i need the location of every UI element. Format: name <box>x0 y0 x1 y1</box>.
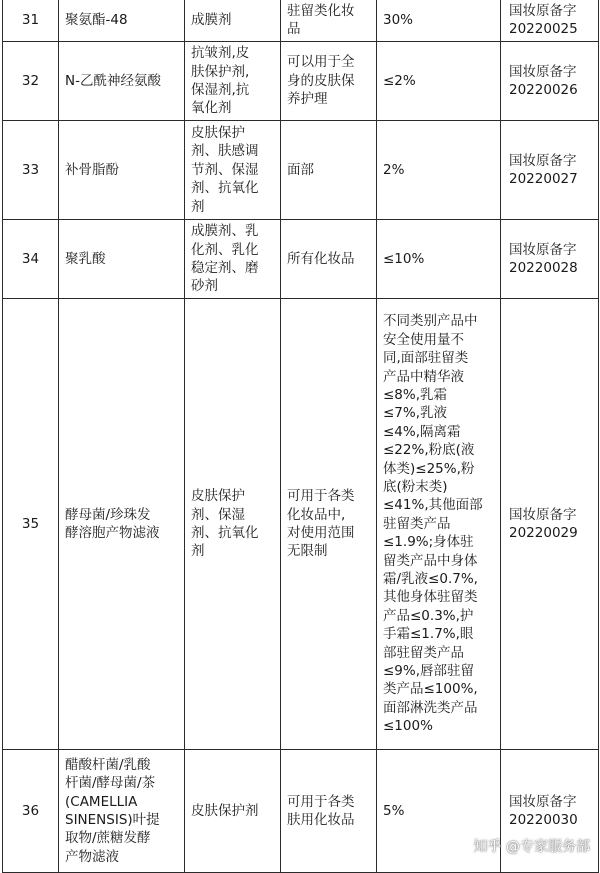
cell-text-line: 不同类别产品中 <box>383 313 478 330</box>
cell-text-line: 化妆品中, <box>287 506 346 523</box>
cell-text-line: 国妆原备字 <box>509 152 577 169</box>
cell-ingredient-name <box>59 121 185 220</box>
cell-ingredient-name <box>59 42 185 121</box>
table-row <box>3 121 599 220</box>
cell-text-line: 安全使用量不 <box>383 331 464 348</box>
cell-text-line: 部驻留类产品 <box>383 644 464 661</box>
cell-text-line: 补骨脂酚 <box>65 161 119 178</box>
cell-text-line: 剂 <box>191 198 205 215</box>
cell-text-line: 20220027 <box>509 171 578 187</box>
cell-text-line: 成膜剂、乳 <box>191 223 259 240</box>
cell-text-line: 身的皮肤保 <box>287 72 355 89</box>
cell-text-line: 氧化剂 <box>191 100 232 117</box>
cell-text-line: 所有化妆品 <box>287 250 355 267</box>
cell-text-line: 面部 <box>287 161 314 178</box>
cell-text-line: 底(粉末类) <box>383 478 448 495</box>
cell-text-line: 酵母菌/珍珠发 <box>65 506 151 523</box>
cell-text-line: 皮肤保护剂 <box>191 802 259 819</box>
cell-text-line: ≤22%,粉底(液 <box>383 442 475 459</box>
cell-text-line: 抗皱剂,皮 <box>191 45 250 62</box>
cell-text-line: 杆菌/酵母菌/茶 <box>65 775 156 792</box>
cell-number: 31 <box>3 0 59 42</box>
cell-usage-scope <box>281 42 377 121</box>
cell-usage-scope <box>281 220 377 299</box>
cell-ingredient-name <box>59 750 185 873</box>
cell-text-line: 同,面部驻留类 <box>383 350 469 367</box>
cell-registration-number <box>501 299 599 750</box>
cell-function <box>185 121 281 220</box>
cell-text-line: 国妆原备字 <box>509 793 577 810</box>
cell-text-line: 皮肤保护 <box>191 124 245 141</box>
watermark-text: 知乎 @专家服务部 <box>473 839 590 855</box>
cell-text-line: 剂、肤感调 <box>191 143 259 160</box>
cell-text-line: 手霜≤1.7%,眼 <box>383 626 474 643</box>
cell-text-line: 聚氨酯-48 <box>65 11 128 28</box>
cell-usage-scope <box>281 299 377 750</box>
cell-registration-number <box>501 121 599 220</box>
cell-text-line: ≤7%,乳液 <box>383 405 448 422</box>
cell-text-line: 类产品≤100%, <box>383 681 478 698</box>
cell-text-line: 可用于各类 <box>287 793 355 810</box>
cell-usage-limit <box>377 220 501 299</box>
cell-usage-limit <box>377 42 501 121</box>
ingredient-table <box>2 0 599 873</box>
watermark <box>474 836 590 856</box>
cell-text-line: 剂、保湿 <box>191 506 245 523</box>
cell-text-line: 产品中精华液 <box>383 368 464 385</box>
cell-usage-scope <box>281 0 377 42</box>
cell-text-line: 对使用范围 <box>287 525 355 541</box>
cell-function <box>185 750 281 873</box>
cell-text-line: 30% <box>383 11 414 28</box>
cell-text-line: ≤4%,隔离霜 <box>383 423 461 440</box>
cell-text-line: 无限制 <box>287 543 328 560</box>
cell-text-line: 驻留类产品 <box>383 515 451 532</box>
cell-text-line: 面部淋洗类产品 <box>383 699 478 716</box>
cell-text-line: 20220030 <box>509 812 578 828</box>
cell-text-line: 品 <box>287 21 301 37</box>
cell-text-line: 20220025 <box>509 21 578 37</box>
cell-text-line: 20220028 <box>509 260 578 276</box>
cell-text-line: 体类)≤25%,粉 <box>383 460 475 477</box>
cell-text-line: 产品≤0.3%,护 <box>383 607 474 624</box>
cell-text-line: 可以用于全 <box>287 54 355 71</box>
cell-text-line: 剂、抗氧化 <box>191 180 259 197</box>
cell-number: 35 <box>3 299 59 750</box>
cell-ingredient-name <box>59 0 185 42</box>
cell-text-line: 剂 <box>191 543 205 560</box>
cell-text-line: 产物滤液 <box>65 848 119 865</box>
cell-text-line: 国妆原备字 <box>509 2 577 19</box>
cell-function <box>185 299 281 750</box>
cell-function <box>185 220 281 299</box>
cell-text-line: ≤2% <box>383 72 416 89</box>
cell-text-line: 保湿剂,抗 <box>191 82 250 98</box>
cell-text-line: 稳定剂、磨 <box>191 260 259 276</box>
cell-text-line: 国妆原备字 <box>509 63 577 80</box>
cell-text-line: 皮肤保护 <box>191 488 245 505</box>
cell-number: 36 <box>3 750 59 873</box>
cell-text-line: N-乙酰神经氨酸 <box>65 72 161 89</box>
table-row <box>3 299 599 750</box>
cell-text-line: 可用于各类 <box>287 488 355 505</box>
cell-function <box>185 42 281 121</box>
cell-text-line: ≤1.9%;身体驻 <box>383 534 474 551</box>
cell-text-line: 肤用化妆品 <box>287 812 355 828</box>
cell-usage-limit <box>377 299 501 750</box>
cell-text-line: 留类产品中身体 <box>383 552 478 569</box>
cell-text-line: 国妆原备字 <box>509 506 577 523</box>
cell-text-line: 醋酸杆菌/乳酸 <box>65 756 151 773</box>
cell-text-line: 节剂、保湿 <box>191 161 259 178</box>
cell-text-line: 养护理 <box>287 91 328 108</box>
cell-usage-scope <box>281 121 377 220</box>
cell-text-line: 20220029 <box>509 525 578 541</box>
cell-text-line: 国妆原备字 <box>509 241 577 258</box>
cell-usage-limit <box>377 121 501 220</box>
cell-text-line: 2% <box>383 161 405 178</box>
cell-text-line: 20220026 <box>509 82 578 98</box>
table-row <box>3 42 599 121</box>
cell-ingredient-name <box>59 299 185 750</box>
table-row <box>3 0 599 42</box>
cell-text-line: 肤保护剂, <box>191 63 250 80</box>
cell-number: 32 <box>3 42 59 121</box>
cell-text-line: ≤100% <box>383 718 433 735</box>
cell-text-line: (CAMELLIA <box>65 793 138 810</box>
cell-text-line: ≤9%,唇部驻留 <box>383 663 475 680</box>
cell-text-line: 聚乳酸 <box>65 250 106 267</box>
cell-number: 34 <box>3 220 59 299</box>
cell-registration-number <box>501 220 599 299</box>
cell-text-line: 取物/蔗糖发酵 <box>65 830 151 847</box>
cell-text-line: 其他身体驻留类 <box>383 589 478 606</box>
cell-registration-number <box>501 0 599 42</box>
cell-text-line: 砂剂 <box>191 278 218 295</box>
cell-ingredient-name <box>59 220 185 299</box>
cell-usage-scope <box>281 750 377 873</box>
cell-text-line: SINENSIS)叶提 <box>65 812 160 828</box>
cell-function <box>185 0 281 42</box>
cell-text-line: 5% <box>383 802 405 819</box>
cell-text-line: 剂、抗氧化 <box>191 525 259 541</box>
cell-text-line: ≤10% <box>383 250 425 267</box>
cell-usage-limit <box>377 0 501 42</box>
table-row <box>3 220 599 299</box>
cell-registration-number <box>501 42 599 121</box>
cell-text-line: ≤8%,乳霜 <box>383 386 448 403</box>
cell-text-line: 酵溶胞产物滤液 <box>65 525 160 541</box>
cell-text-line: 化剂、乳化 <box>191 241 259 258</box>
cell-number: 33 <box>3 121 59 220</box>
cell-text-line: 驻留类化妆 <box>287 2 355 19</box>
cell-text-line: 霜/乳液≤0.7%, <box>383 571 478 588</box>
cell-text-line: 成膜剂 <box>191 11 232 28</box>
cell-text-line: ≤41%,其他面部 <box>383 497 483 514</box>
